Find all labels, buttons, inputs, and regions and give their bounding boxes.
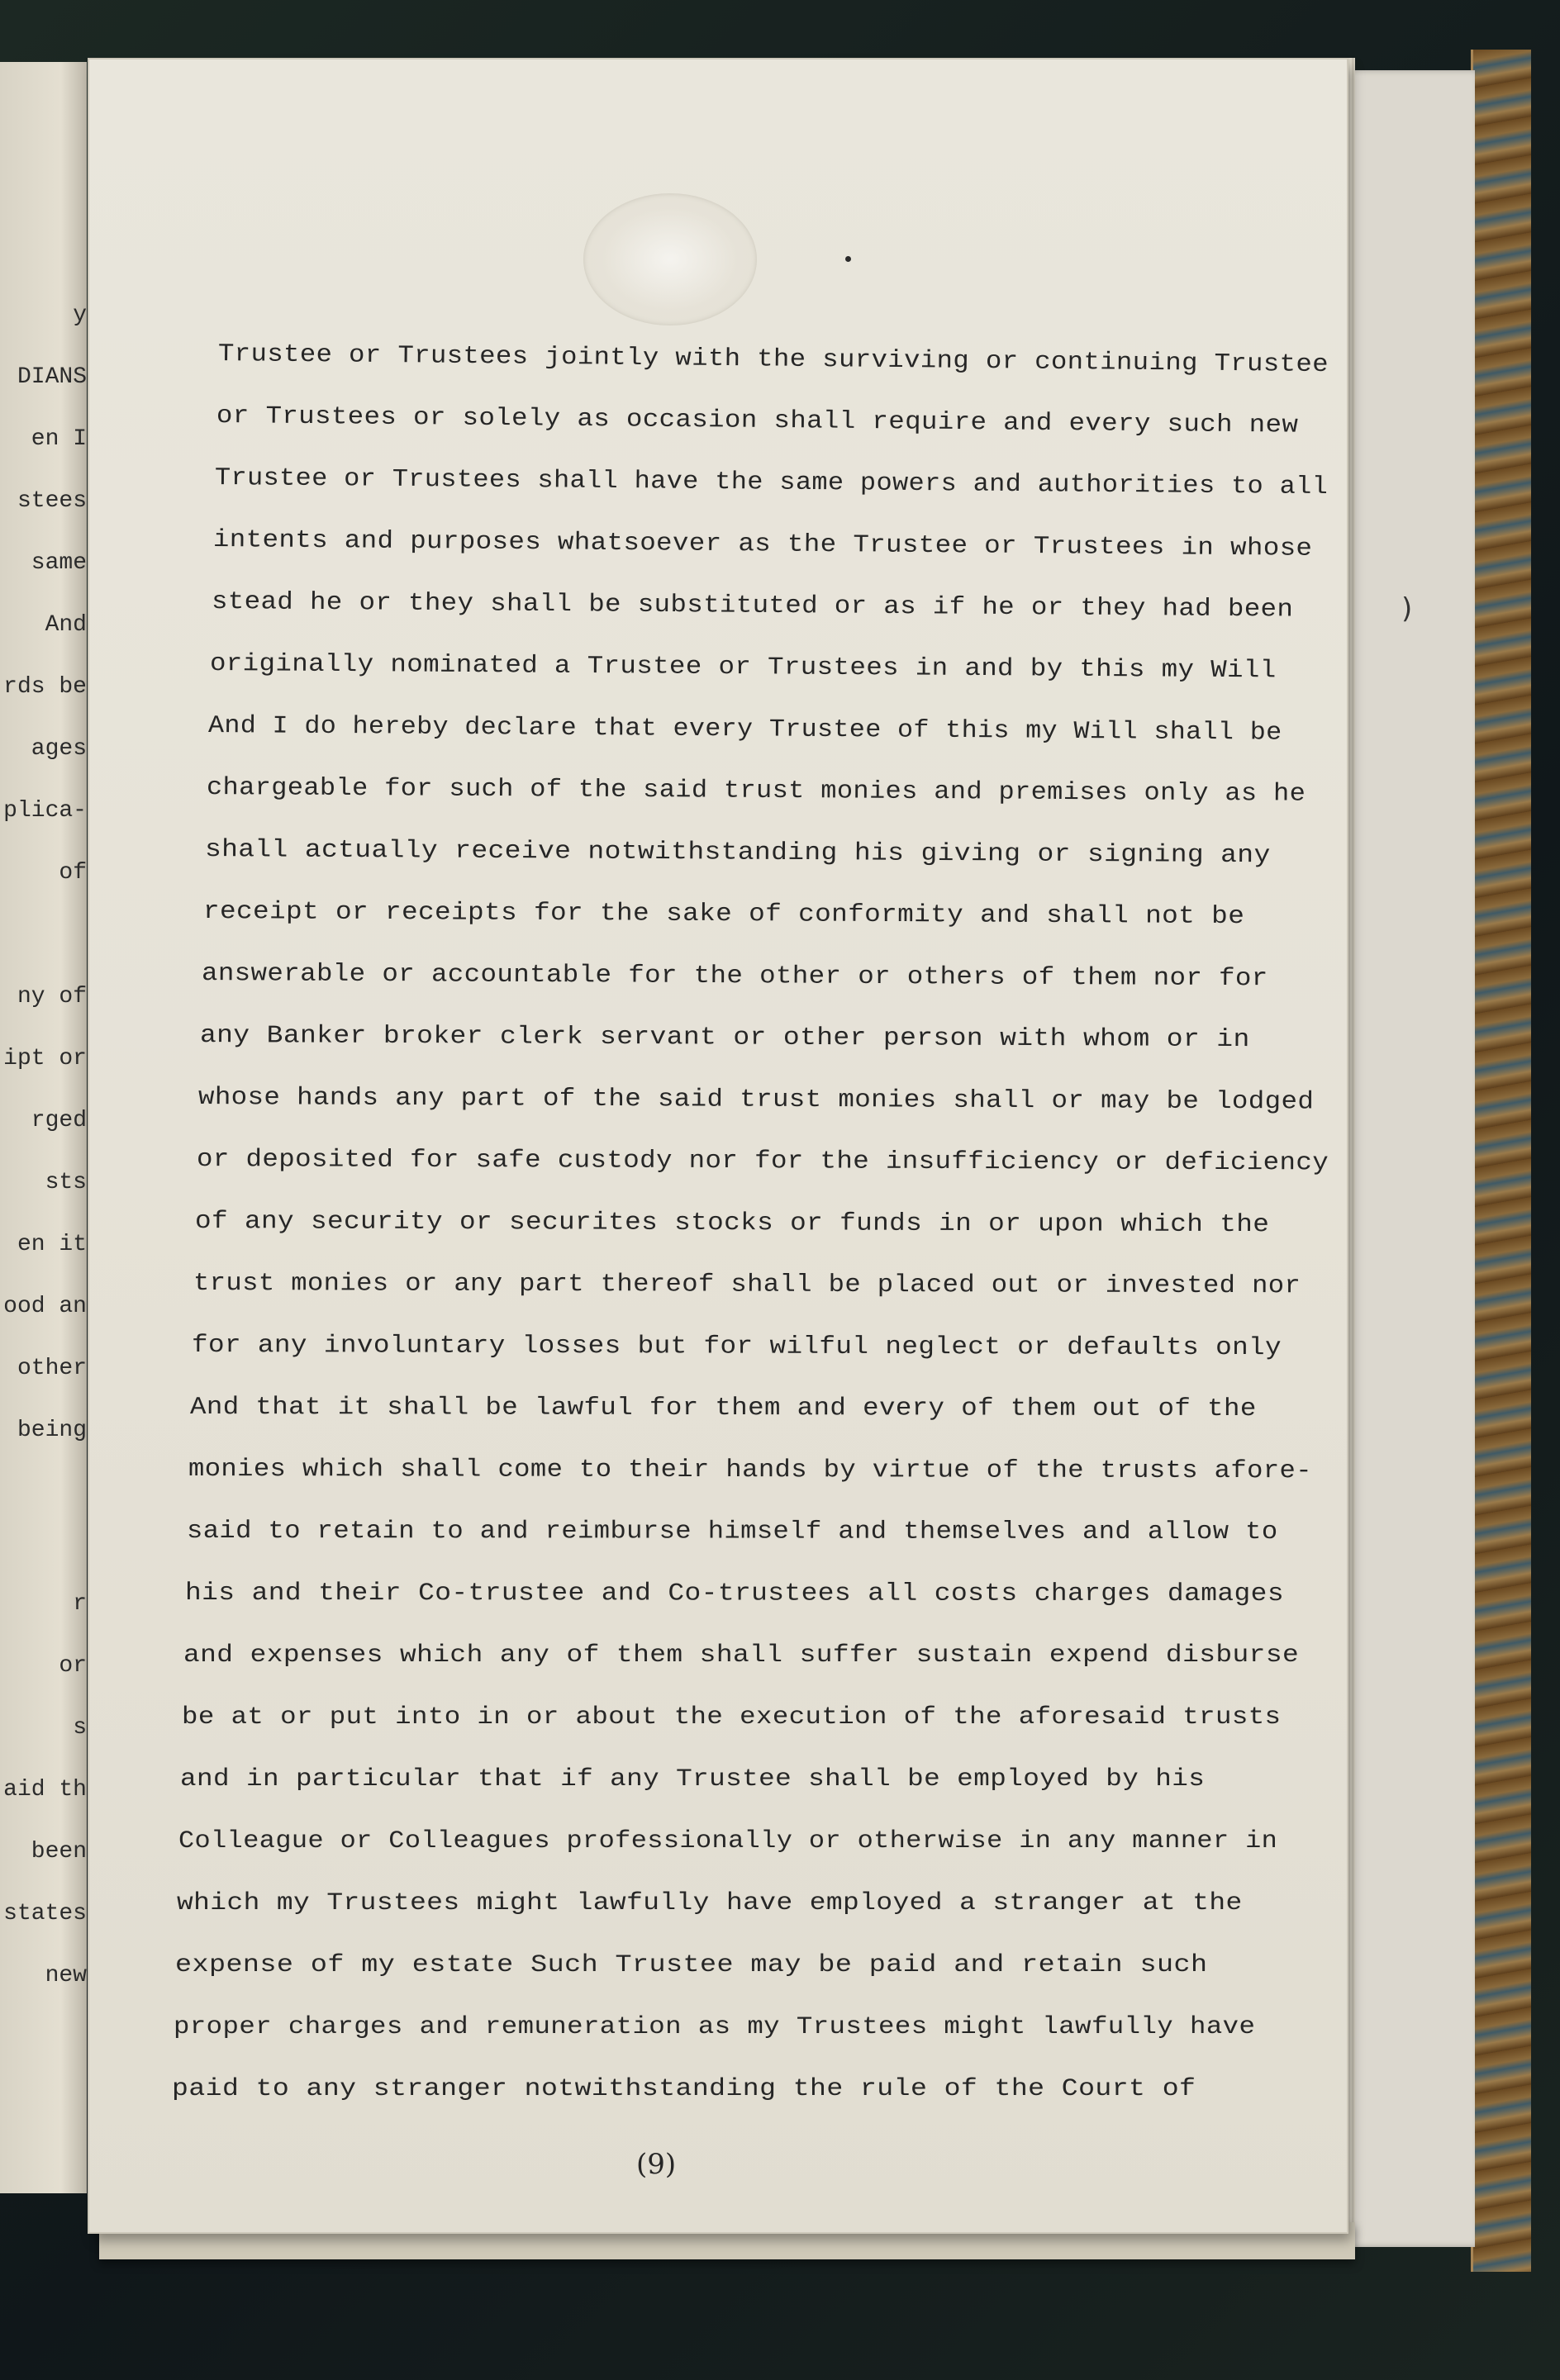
left-page-fragment: en I bbox=[31, 426, 87, 452]
text-line: said to retain to and reimburse himself and themselves and allow to bbox=[186, 1518, 1278, 1547]
left-page-fragment: being bbox=[17, 1418, 87, 1443]
left-page-fragment: plica- bbox=[3, 798, 87, 824]
text-line: of any security or securites stocks or funds in or upon which the bbox=[194, 1208, 1270, 1240]
left-page-fragment: ipt or bbox=[3, 1046, 87, 1071]
text-line: whose hands any part of the said trust monies shall or may be lodged bbox=[197, 1084, 1315, 1117]
left-page-fragment: aid th bbox=[3, 1777, 87, 1803]
left-page-fragment: rged bbox=[31, 1108, 87, 1133]
text-line: expense of my estate Such Trustee may be paid and retain such bbox=[175, 1951, 1208, 1979]
left-page-fragment: other bbox=[17, 1356, 87, 1381]
margin-mark: ) bbox=[1401, 592, 1413, 625]
left-page-fragment: been bbox=[31, 1839, 87, 1865]
left-page-fragment: states bbox=[3, 1901, 87, 1926]
left-page-fragment: stees bbox=[17, 488, 87, 514]
text-line: stead he or they shall be substituted or as if he or they had been bbox=[211, 588, 1294, 625]
text-line: monies which shall come to their hands by virtue of the trusts afore- bbox=[188, 1456, 1312, 1486]
left-page-fragment: same bbox=[31, 550, 87, 576]
left-page-fragment: And bbox=[45, 612, 87, 638]
text-line: And I do hereby declare that every Trustee of this my Will shall be bbox=[207, 712, 1282, 748]
left-page-fragment: r bbox=[73, 1591, 87, 1617]
left-page-fragment: en it bbox=[17, 1232, 87, 1257]
text-line: Colleague or Colleagues professionally or otherwise in any manner in bbox=[178, 1827, 1278, 1855]
ink-dot bbox=[845, 256, 851, 262]
text-line: originally nominated a Trustee or Trustees in and by this my Will bbox=[209, 650, 1277, 686]
left-page-fragment: DIANS bbox=[17, 364, 87, 390]
text-line: be at or put into in or about the execution of the aforesaid trusts bbox=[182, 1703, 1282, 1732]
text-line: which my Trustees might lawfully have employed a stranger at the bbox=[177, 1889, 1243, 1917]
left-page-fragment: rds be bbox=[3, 674, 87, 700]
left-page-fragment: ood an bbox=[3, 1294, 87, 1319]
embossed-seal bbox=[583, 193, 757, 325]
text-line: answerable or accountable for the other or others of them nor for bbox=[201, 960, 1268, 994]
left-page-fragment: of bbox=[59, 860, 87, 886]
text-line: for any involuntary losses but for wilful neglect or defaults only bbox=[191, 1332, 1282, 1363]
text-line: any Banker broker clerk servant or other person with whom or in bbox=[199, 1022, 1250, 1055]
text-line: shall actually receive notwithstanding his giving or signing any bbox=[204, 836, 1271, 871]
text-line: and in particular that if any Trustee shall be employed by his bbox=[180, 1765, 1206, 1793]
text-line: or Trustees or solely as occasion shall require and every such new bbox=[216, 402, 1299, 440]
text-line: Trustee or Trustees shall have the same powers and authorities to all bbox=[214, 464, 1329, 502]
marbled-edge bbox=[1471, 50, 1531, 2272]
text-line: receipt or receipts for the sake of conformity and shall not be bbox=[202, 898, 1245, 932]
left-page-fragment: s bbox=[73, 1715, 87, 1741]
text-line: paid to any stranger notwithstanding the rule of the Court of bbox=[172, 2075, 1196, 2103]
text-line: proper charges and remuneration as my Trustees might lawfully have bbox=[174, 2013, 1256, 2041]
text-line: chargeable for such of the said trust monies and premises only as he bbox=[206, 774, 1306, 809]
left-page-fragment: new bbox=[45, 1963, 87, 1988]
text-line: And that it shall be lawful for them and every of them out of the bbox=[189, 1394, 1257, 1424]
left-page-fragment: sts bbox=[45, 1170, 87, 1195]
text-line: his and their Co-trustee and Co-trustees all costs charges damages bbox=[184, 1580, 1284, 1609]
left-page-fragment: or bbox=[59, 1653, 87, 1679]
text-line: intents and purposes whatsoever as the Trustee or Trustees in whose bbox=[212, 526, 1313, 563]
left-page-fragment: y bbox=[73, 302, 87, 328]
text-line: Trustee or Trustees jointly with the surviving or continuing Trustee bbox=[217, 340, 1329, 380]
left-page-fragment: ny of bbox=[17, 984, 87, 1009]
text-line: trust monies or any part thereof shall be placed out or invested nor bbox=[193, 1270, 1301, 1301]
document-page bbox=[89, 59, 1413, 2232]
left-facing-page bbox=[0, 62, 87, 2193]
text-line: or deposited for safe custody nor for the insufficiency or deficiency bbox=[196, 1146, 1329, 1178]
back-sheet bbox=[1339, 70, 1475, 2247]
page-number: (9) bbox=[636, 2148, 677, 2181]
text-line: and expenses which any of them shall suffer sustain expend disburse bbox=[183, 1641, 1300, 1670]
left-page-fragment: ages bbox=[31, 736, 87, 762]
